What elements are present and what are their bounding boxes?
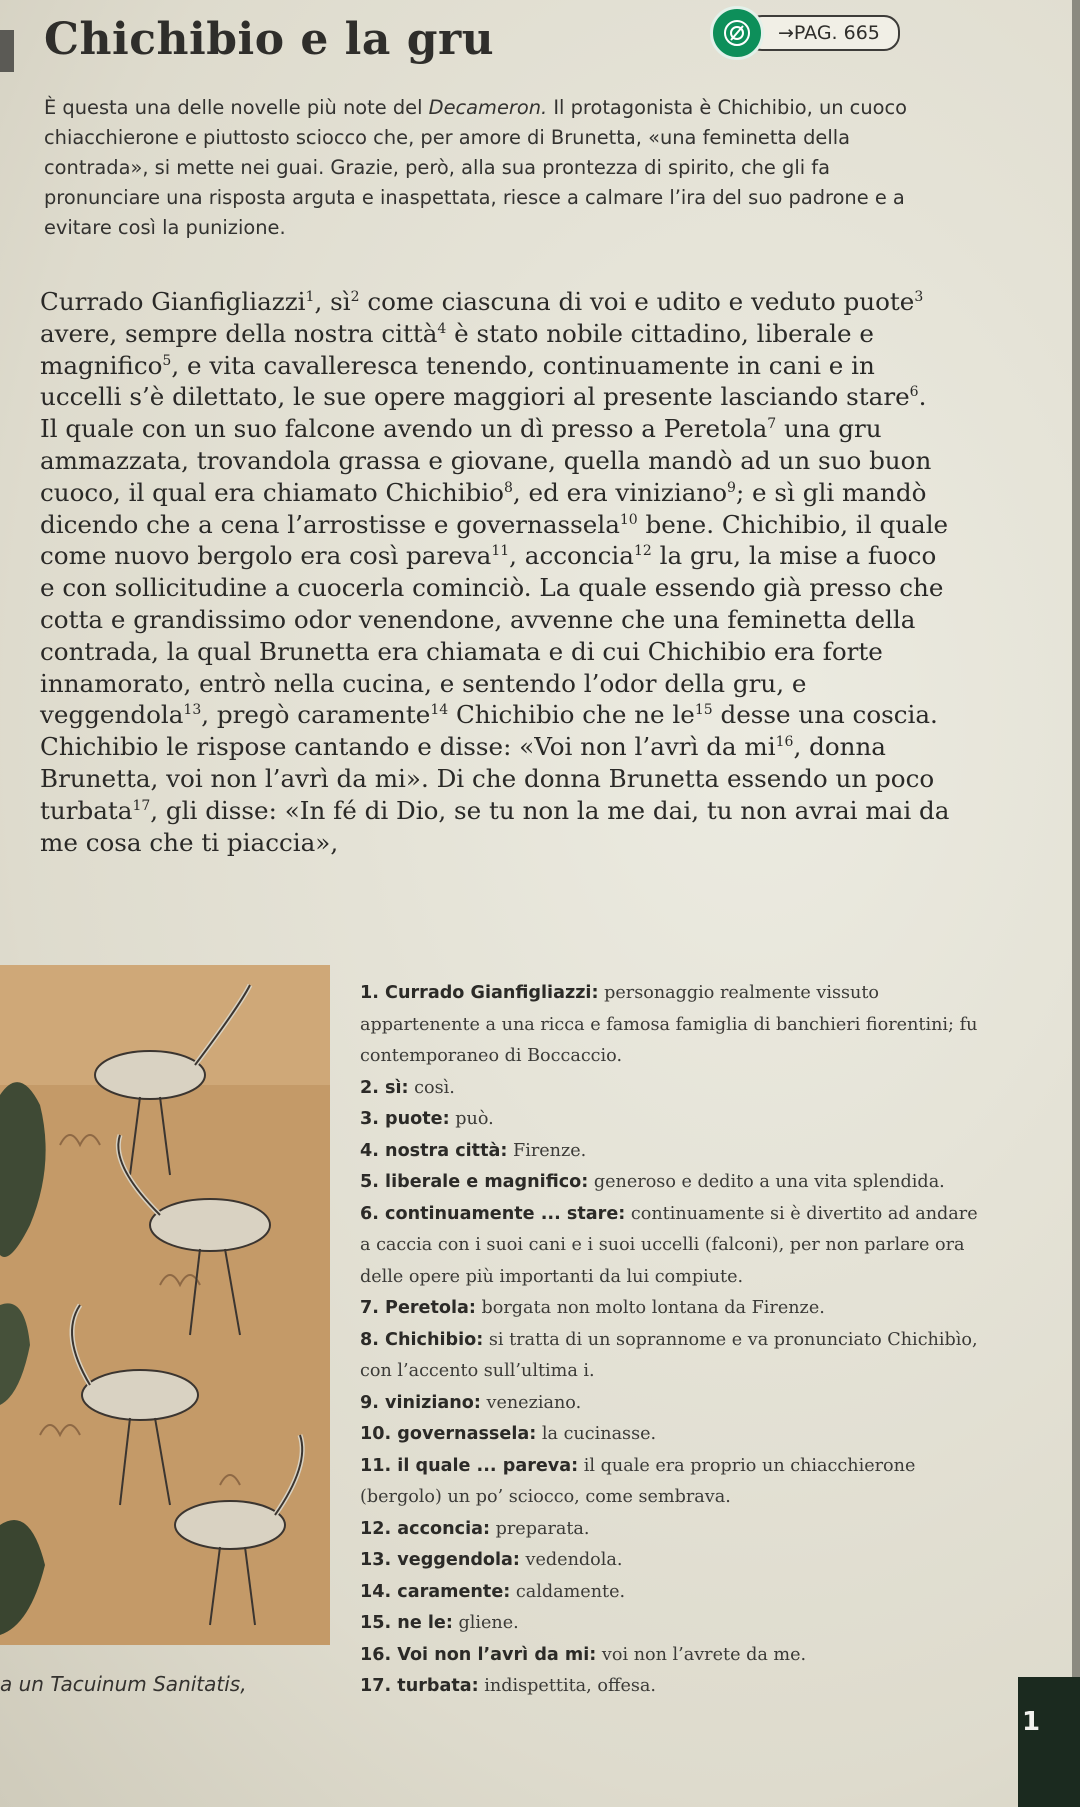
footnote-definition: preparata.: [490, 1518, 590, 1539]
footnote-item: [360, 1167, 980, 1199]
footnote-term: 5. liberale e magnifico:: [360, 1172, 589, 1192]
footnote-item: [360, 1073, 980, 1105]
footnote-ref: 1: [305, 288, 315, 305]
footnote-definition: caldamente.: [510, 1581, 626, 1602]
footnote-definition: così.: [408, 1077, 455, 1098]
footnote-term: 11. il quale ... pareva:: [360, 1455, 579, 1476]
novella-segment: , donna Brunetta, voi non l’avrì da mi». Di che donna Brunetta essendo un poco turbata: [40, 732, 935, 825]
footnote-definition: personaggio realmente vissuto appartenente a una ricca e famosa famiglia di banchieri fiorentini; fu contemporaneo di Boccaccio.: [360, 983, 978, 1066]
footnote-ref: 15: [694, 702, 713, 719]
footnote-term: 10. governassela:: [360, 1424, 537, 1444]
footnote-item: [360, 1293, 980, 1325]
footnote-item: [360, 1199, 980, 1294]
footnote-ref: 14: [430, 702, 449, 719]
footnote-definition: vedendola.: [519, 1550, 623, 1570]
novella-segment: la gru, la mise a fuoco e con sollicitudine a cuocerla cominciò. La quale essendo già presso che cotta e grandissimo odor venendone, avvenne che una feminetta della contrada, la qual Brunetta era chiamata e di cui Chichibio era forte innamorato, entrò nella cucina, e sentendo l’odor della gru, e veggendola: [40, 541, 944, 730]
novella-segment: , e vita cavalleresca tenendo, continuamente in cani e in uccelli s’è dilettato, le sue opere maggiori al presente lasciando stare: [40, 350, 910, 412]
novella-segment: , pregò caramente: [201, 700, 431, 730]
footnote-item: [360, 978, 980, 1073]
footnote-definition: il quale era proprio un chiacchierone (bergolo) un po’ sciocco, come sembrava.: [360, 1455, 916, 1507]
novella-segment: Currado Gianfigliazzi: [40, 287, 306, 316]
footnote-definition: borgata non molto lontana da Firenze.: [475, 1298, 825, 1318]
footnote-definition: si tratta di un soprannome e va pronunciato Chichibìo, con l’accento sull’ultima i.: [360, 1329, 978, 1381]
footnote-ref: 3: [914, 288, 924, 305]
footnote-definition: voi non l’avrete da me.: [596, 1644, 807, 1665]
footnote-term: 3. puote:: [360, 1109, 450, 1129]
footnote-item: [360, 1325, 980, 1388]
footnote-term: 2. sì:: [360, 1077, 409, 1098]
footnote-term: 14. caramente:: [360, 1581, 511, 1602]
footnote-item: [360, 1608, 980, 1640]
footnote-item: [360, 1388, 980, 1420]
footnote-item: [360, 1671, 980, 1703]
audio-reference-badge[interactable]: [710, 6, 900, 60]
novella-segment: è stato nobile cittadino, liberale e magnifico: [40, 318, 874, 380]
footnote-term: 17. turbata:: [360, 1676, 479, 1696]
footnote-item: [360, 1545, 980, 1577]
footnote-term: 9. viniziano:: [360, 1392, 481, 1413]
footnote-ref: 5: [162, 352, 172, 369]
footnote-item: [360, 1451, 980, 1514]
intro-paragraph: [44, 93, 924, 243]
footnote-definition: indispettita, offesa.: [478, 1676, 656, 1696]
novella-segment: una gru ammazzata, trovandola grassa e giovane, quella mandò ad un suo buon cuoco, il qual era chiamato Chichibio: [40, 414, 932, 507]
novella-segment: , gli disse: «In fé di Dio, se tu non la me dai, tu non avrai mai da me cosa che ti piaccia»,: [40, 795, 950, 857]
intro-text-start: È questa una delle novelle più note del: [44, 96, 429, 119]
footnote-item: [360, 1577, 980, 1609]
page-tab-mark: [0, 30, 14, 72]
footnote-ref: 12: [633, 543, 652, 560]
footnote-definition: continuamente si è divertito ad andare a caccia con i suoi cani e i suoi uccelli (falconi), per non parlare ora delle opere più importanti da lui compiute.: [360, 1203, 978, 1287]
novella-segment: . Il quale con un suo falcone avendo un dì presso a Peretola: [40, 382, 927, 444]
footnote-item: [360, 1419, 980, 1451]
audio-track-icon[interactable]: [710, 6, 764, 60]
footnote-ref: 13: [183, 702, 202, 719]
footnote-definition: può.: [449, 1109, 494, 1129]
footnote-term: 4. nostra città:: [360, 1140, 508, 1161]
footnote-item: [360, 1640, 980, 1672]
cranes-image: [0, 965, 330, 1645]
novella-segment: desse una coscia. Chichibio le rispose cantando e disse: «Voi non l’avrì da mi: [40, 700, 938, 762]
novella-segment: come ciascuna di voi e udito e veduto puote: [359, 287, 915, 316]
footnote-ref: 11: [491, 543, 510, 560]
footnotes-list: [360, 978, 980, 1703]
footnote-ref: 4: [437, 320, 447, 337]
footnote-term: 16. Voi non l’avrì da mi:: [360, 1644, 597, 1665]
footnote-term: 7. Peretola:: [360, 1298, 476, 1318]
novella-segment: , ed era viniziano: [512, 477, 728, 507]
footnote-term: 13. veggendola:: [360, 1550, 520, 1570]
page-number: 1: [1022, 1707, 1041, 1737]
footnote-term: 6. continuamente ... stare:: [360, 1203, 626, 1224]
footnote-item: [360, 1136, 980, 1168]
footnote-item: [360, 1104, 980, 1136]
footnote-definition: Firenze.: [507, 1140, 587, 1161]
footnote-ref: 2: [350, 288, 360, 305]
page-edge: [1072, 0, 1080, 1807]
novella-segment: , sì: [314, 287, 351, 316]
footnote-term: 12. acconcia:: [360, 1518, 491, 1539]
footnote-ref: 8: [503, 479, 513, 496]
page-reference: →PAG. 665: [746, 15, 900, 51]
intro-book-title: Decameron.: [428, 96, 548, 119]
novella-text: [40, 286, 950, 858]
footnote-term: 8. Chichibio:: [360, 1329, 484, 1350]
footnote-definition: la cucinasse.: [536, 1424, 657, 1444]
footnote-ref: 6: [909, 384, 919, 401]
footnote-ref: 9: [727, 479, 736, 496]
novella-segment: ; e sì gli mandò dicendo che a cena l’arrostisse e governassela: [40, 477, 927, 539]
footnote-item: [360, 1514, 980, 1546]
novella-segment: , acconcia: [509, 541, 634, 571]
crane-illustration: [0, 965, 330, 1645]
novella-segment: Chichibio che ne le: [448, 700, 695, 730]
page-number-tab: [1018, 1677, 1080, 1807]
footnote-term: 15. ne le:: [360, 1613, 453, 1633]
footnote-definition: gliene.: [452, 1613, 519, 1633]
novella-segment: avere, sempre della nostra città: [40, 318, 438, 348]
footnote-ref: 17: [132, 797, 151, 814]
intro-text-rest: Il protagonista è Chichibio, un cuoco chiacchierone e piuttosto sciocco che, per amore di Brunetta, «una feminetta della contrada», si mette nei guai. Grazie, però, alla sua prontezza di spirito, che gli fa pronunciare una risposta arguta e inaspettata, riesce a calmare l’ira del suo padrone e a evitare così la punizione.: [44, 96, 908, 239]
novella-segment: bene. Chichibio, il quale come nuovo bergolo era così pareva: [40, 509, 949, 571]
footnote-ref: 7: [767, 416, 777, 432]
footnote-ref: 16: [775, 733, 794, 750]
page-title: Chichibio e la gru: [44, 14, 495, 65]
footnote-definition: veneziano.: [480, 1392, 582, 1413]
footnote-definition: generoso e dedito a una vita splendida.: [588, 1172, 945, 1192]
illustration-caption: a un Tacuinum Sanitatis,: [0, 1672, 247, 1696]
footnote-ref: 10: [619, 511, 638, 528]
footnote-term: 1. Currado Gianfigliazzi:: [360, 983, 599, 1003]
